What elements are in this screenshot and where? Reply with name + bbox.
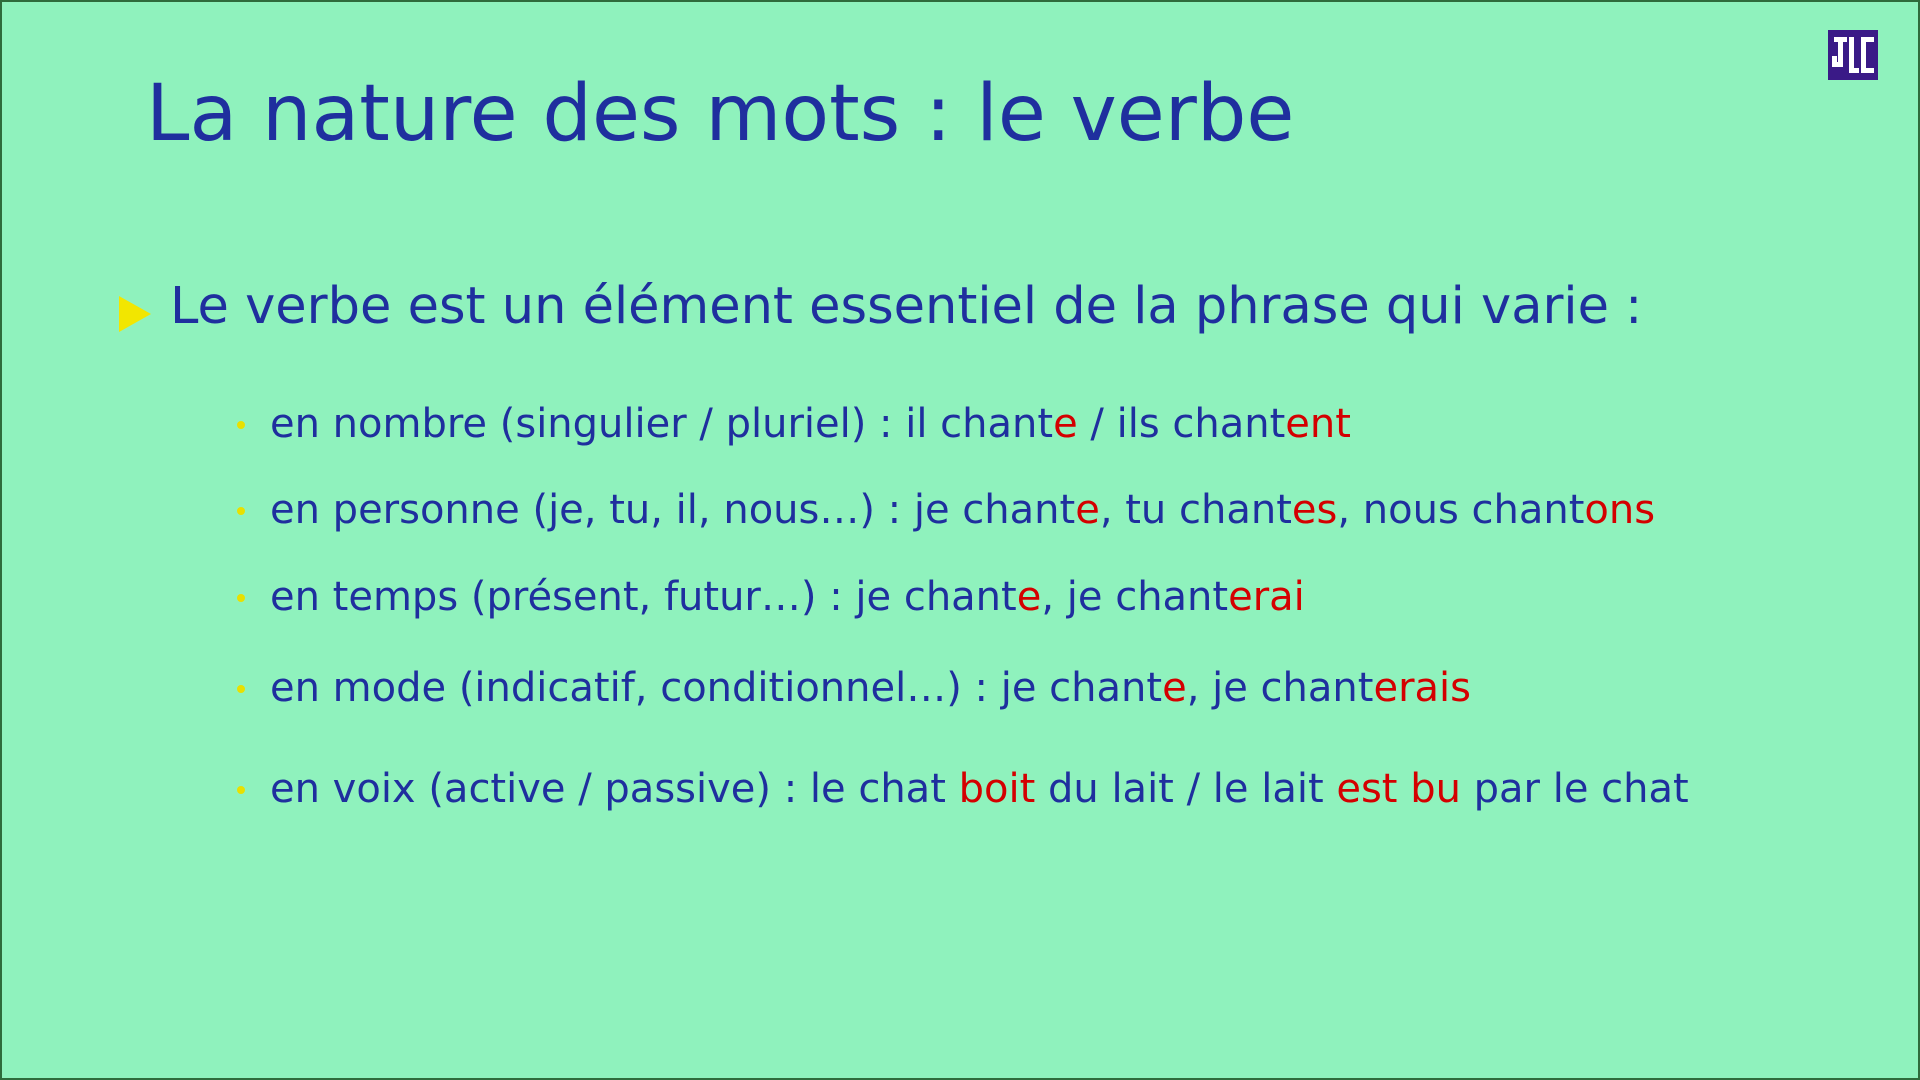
verb-ending-highlight: ent: [1285, 401, 1351, 447]
verb-ending-highlight: e: [1162, 665, 1187, 711]
sub-point-item: [2, 567, 1902, 627]
verb-ending-highlight: e: [1053, 401, 1078, 447]
verb-ending-highlight: es: [1291, 487, 1338, 533]
verb-ending-highlight: boit: [958, 766, 1036, 812]
sub-point-item: [2, 480, 1902, 540]
sub-point-segment: , nous chant: [1337, 487, 1585, 533]
sub-point-item: [2, 394, 1902, 454]
verb-ending-highlight: e: [1075, 487, 1100, 533]
sub-point-text: [270, 480, 1655, 540]
dot-bullet-icon: [237, 786, 245, 794]
sub-point-segment: en mode (indicatif, conditionnel…) : je chant: [270, 665, 1163, 711]
verb-ending-highlight: e: [1016, 574, 1042, 620]
sub-point-list: [2, 2, 1920, 1080]
dot-bullet-icon: [237, 421, 245, 429]
sub-point-item: [2, 658, 1902, 718]
dot-bullet-icon: [237, 594, 245, 602]
sub-point-text: [270, 394, 1351, 454]
verb-ending-highlight: est bu: [1336, 766, 1461, 812]
sub-point-segment: en personne (je, tu, il, nous…) : je chant: [270, 487, 1076, 533]
sub-point-segment: par le chat: [1460, 766, 1689, 812]
sub-point-segment: en nombre (singulier / pluriel) : il chant: [270, 401, 1054, 447]
main-point: Le verbe est un élément essentiel de la phrase qui varie :: [170, 277, 1643, 336]
verb-ending-highlight: erais: [1373, 665, 1471, 711]
verb-ending-highlight: ons: [1584, 487, 1656, 533]
sub-point-segment: , je chant: [1041, 574, 1229, 620]
dot-bullet-icon: [237, 685, 245, 693]
sub-point-segment: en voix (active / passive) : le chat: [270, 766, 959, 812]
sub-point-text: [270, 658, 1471, 718]
sub-point-text: [270, 759, 1689, 819]
sub-point-segment: , je chant: [1186, 665, 1374, 711]
slide-title: La nature des mots : le verbe: [146, 69, 1295, 159]
sub-point-segment: / ils chant: [1077, 401, 1286, 447]
dot-bullet-icon: [237, 507, 245, 515]
sub-point-segment: du lait / le lait: [1035, 766, 1337, 812]
sub-point-segment: , tu chant: [1099, 487, 1292, 533]
sub-point-text: [270, 567, 1305, 627]
sub-point-item: [2, 759, 1902, 819]
verb-ending-highlight: erai: [1228, 574, 1305, 620]
sub-point-segment: en temps (présent, futur…) : je chant: [270, 574, 1017, 620]
